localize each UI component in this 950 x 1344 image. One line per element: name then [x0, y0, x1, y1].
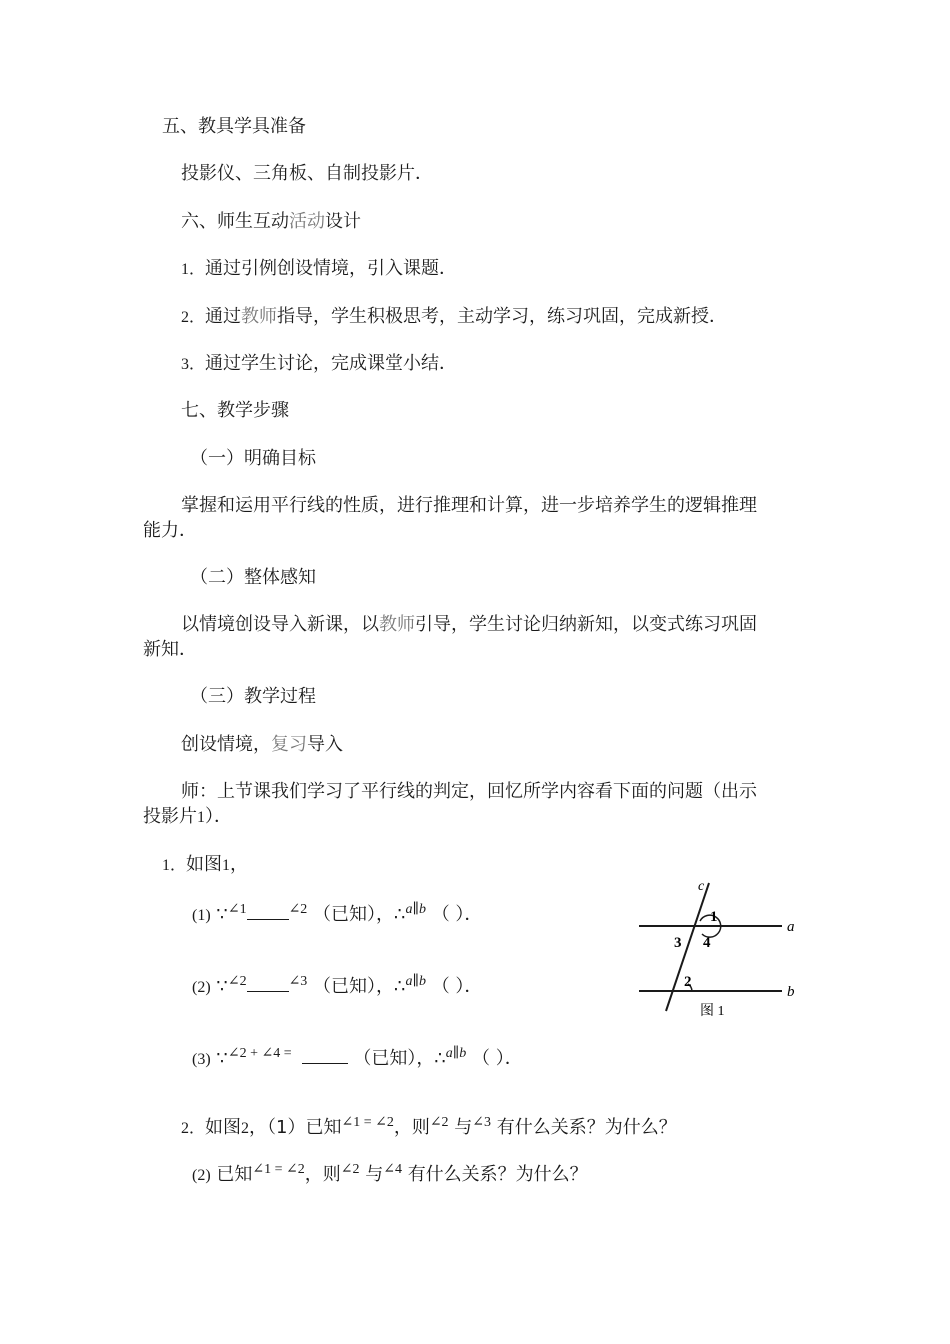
- q2b-text-b: ，则: [304, 1164, 341, 1185]
- label-angle-2: 2: [684, 974, 692, 990]
- s6-heading-part-a: 六、师生互动: [181, 211, 289, 232]
- reason-paren[interactable]: （ ）．: [472, 1048, 523, 1069]
- answer-blank[interactable]: [247, 979, 289, 992]
- math-line-a: a: [405, 902, 413, 917]
- math-line-b: b: [459, 1046, 467, 1061]
- p2-text-a: 以情境创设导入新课，以: [181, 614, 379, 635]
- p3-sub-b: 复习: [271, 734, 307, 755]
- label-a: a: [787, 919, 795, 935]
- item-text-a: 通过: [205, 306, 242, 327]
- item-number: 1．: [181, 261, 206, 278]
- math-angle-3: ∠3: [288, 974, 308, 989]
- label-c: c: [698, 879, 705, 894]
- figure-ref: 2: [241, 1120, 250, 1137]
- teacher-line-2: [143, 804, 232, 831]
- question-number: 2．: [181, 1120, 206, 1137]
- q2b-text-c: 与: [365, 1164, 384, 1185]
- part-2-line-1: [181, 612, 757, 638]
- math-line-b: b: [418, 974, 426, 989]
- math-angle-2: ∠2: [227, 974, 247, 989]
- part-label: (3): [192, 1051, 211, 1068]
- p2-text-c: 引导，学生讨论归纳新知，以变式练习巩固: [415, 614, 757, 635]
- math-angle-sum: ∠2 + ∠4 =: [227, 1046, 292, 1061]
- q2b-text-a: 已知: [216, 1164, 253, 1185]
- reason-paren[interactable]: （ ）．: [431, 976, 483, 997]
- parallel-symbol: ∥: [412, 902, 419, 917]
- because-symbol: ∵: [216, 976, 228, 997]
- known-text: （已知），: [313, 904, 395, 925]
- known-text: （已知），: [313, 976, 395, 997]
- math-angle-1: ∠1: [227, 902, 247, 917]
- part-3-heading: （三）教学过程: [190, 686, 316, 707]
- part-1-heading: （一）明确目标: [190, 448, 316, 469]
- part-label: (1): [192, 907, 211, 924]
- math-angle-2: ∠2: [429, 1115, 449, 1130]
- part-label: (2): [192, 1167, 211, 1184]
- teacher-line-2-a: 投影片: [143, 806, 197, 827]
- math-line-a: a: [445, 1046, 453, 1061]
- part-2-heading: （二）整体感知: [190, 567, 316, 588]
- q2-text-d: 与: [454, 1117, 473, 1138]
- item-text-b: 教师: [241, 306, 278, 327]
- question-text: 如图: [186, 854, 223, 875]
- q2b-text-d: 有什么关系？为什么？: [407, 1164, 588, 1185]
- math-line-b: b: [418, 902, 426, 917]
- because-symbol: ∵: [216, 904, 228, 925]
- teacher-line-2-b: ）．: [205, 806, 232, 827]
- therefore-symbol: ∴: [394, 976, 406, 997]
- q2-text-e: 有什么关系？为什么？: [496, 1117, 677, 1138]
- part-2-line-2: 新知．: [143, 639, 197, 660]
- section-6-heading: [181, 209, 361, 235]
- item-number: 2．: [181, 309, 206, 326]
- label-angle-4: 4: [703, 935, 711, 951]
- reason-paren[interactable]: （ ）．: [431, 904, 483, 925]
- math-angle-2: ∠2: [340, 1162, 360, 1177]
- item-text-c: 指导，学生积极思考，主动学习，练习巩固，完成新授．: [277, 306, 728, 327]
- teacher-line-1: 师：上节课我们学习了平行线的判定，回忆所学内容看下面的问题（出示: [181, 781, 757, 802]
- math-angle-3: ∠3: [472, 1115, 492, 1130]
- teacher-line-2-num: 1: [197, 809, 205, 826]
- therefore-symbol: ∴: [394, 904, 406, 925]
- item-text: 通过学生讨论，完成课堂小结．: [205, 353, 458, 374]
- answer-blank[interactable]: [302, 1051, 348, 1064]
- section-7-heading: 七、教学步骤: [181, 400, 289, 421]
- q2-text-c: ，则: [393, 1117, 430, 1138]
- question-1-part-2: [192, 974, 482, 1002]
- p3-sub-c: 导入: [307, 734, 343, 755]
- known-text: （已知），: [353, 1048, 435, 1069]
- question-2: [181, 1115, 677, 1143]
- therefore-symbol: ∴: [434, 1048, 446, 1069]
- because-symbol: ∵: [216, 1048, 228, 1069]
- item-text: 通过引例创设情境，引入课题．: [205, 258, 458, 279]
- parallel-symbol: ∥: [412, 974, 419, 989]
- section-5-text: 投影仪、三角板、自制投影片．: [181, 163, 433, 184]
- label-angle-1: 1: [710, 909, 718, 925]
- part-1-line-2: 能力．: [143, 520, 197, 541]
- part-label: (2): [192, 979, 211, 996]
- figure-1-diagram: [630, 876, 805, 1026]
- q2-text-a: 如图: [205, 1117, 242, 1138]
- section-6-item-2: [181, 304, 727, 331]
- math-angle-2: ∠2: [288, 902, 308, 917]
- s6-heading-part-c: 设计: [325, 211, 361, 232]
- math-angle-eq: ∠1 = ∠2: [341, 1115, 394, 1130]
- section-6-item-3: [181, 351, 457, 378]
- q2-text-b: ，（1）已知: [249, 1117, 342, 1138]
- question-2-part-2: [192, 1162, 588, 1190]
- math-angle-4: ∠4: [383, 1162, 402, 1177]
- figure-ref: 1: [222, 857, 231, 874]
- question-1-part-3: [192, 1046, 523, 1074]
- p3-sub-a: 创设情境，: [181, 734, 271, 755]
- parallel-symbol: ∥: [452, 1046, 460, 1061]
- label-angle-3: 3: [674, 935, 682, 951]
- question-1: [162, 852, 248, 879]
- part-3-subheading: [181, 732, 343, 758]
- s6-heading-part-b: 活动: [289, 211, 325, 232]
- section-6-item-1: [181, 256, 457, 283]
- label-b: b: [787, 984, 795, 1000]
- question-end: ，: [230, 854, 249, 875]
- math-angle-eq: ∠1 = ∠2: [252, 1162, 305, 1177]
- section-5-heading: 五、教具学具准备: [162, 116, 306, 137]
- figure-caption: 图 1: [700, 1004, 725, 1019]
- item-number: 3．: [181, 356, 206, 373]
- math-line-a: a: [405, 974, 413, 989]
- question-1-part-1: [192, 902, 482, 930]
- answer-blank[interactable]: [247, 907, 289, 920]
- p2-text-b: 教师: [379, 614, 415, 635]
- part-1-line-1: 掌握和运用平行线的性质，进行推理和计算，进一步培养学生的逻辑推理: [181, 495, 757, 516]
- question-number: 1．: [162, 857, 187, 874]
